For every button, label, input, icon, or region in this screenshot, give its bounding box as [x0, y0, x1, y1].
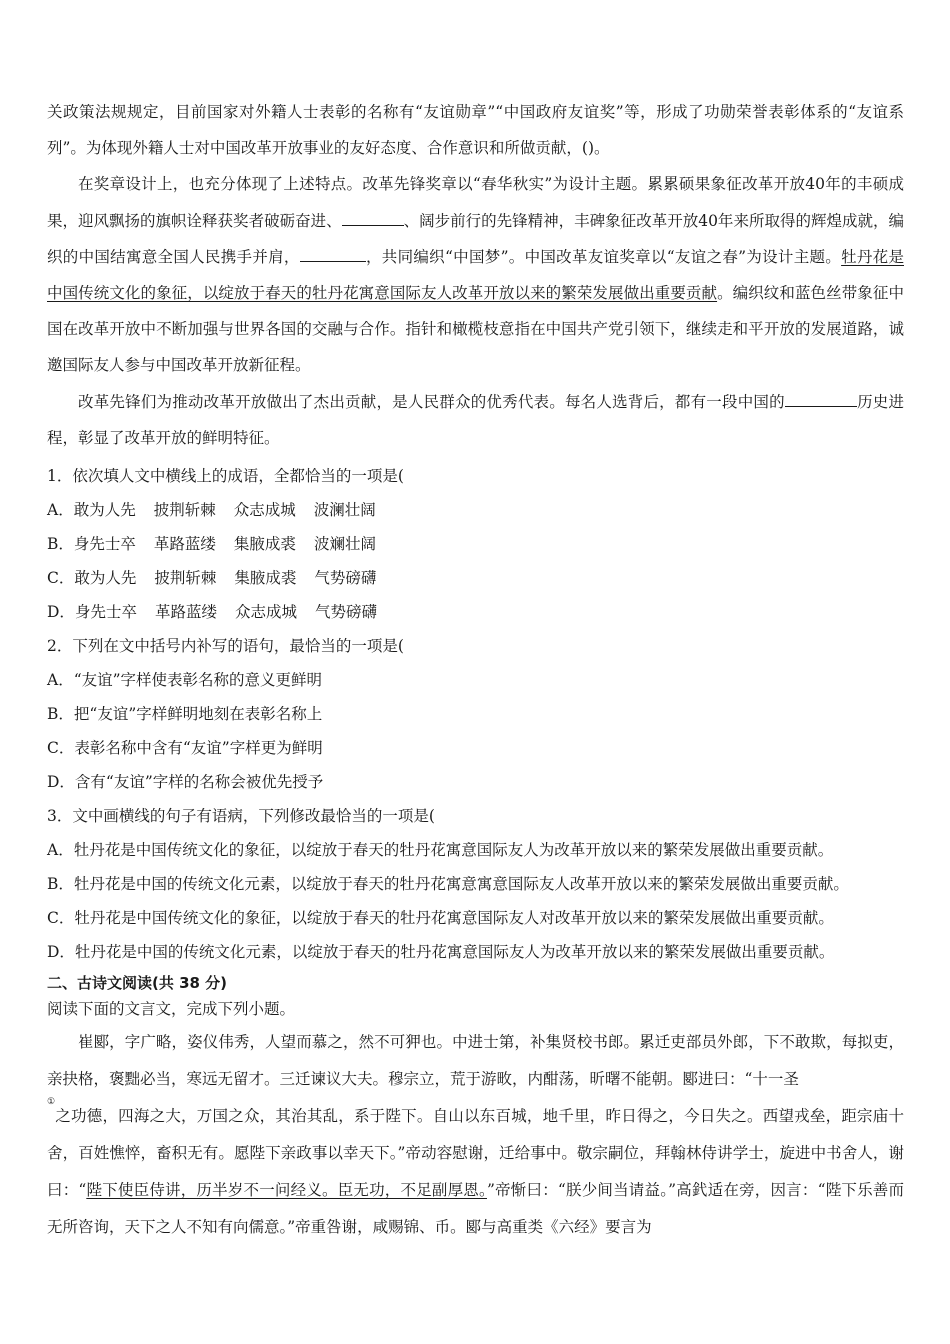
section-2-title: 二、古诗文阅读(共 38 分) [47, 974, 228, 992]
underlined-sentence: 牡丹花是中国传统文化的象征，以绽放于春天的牡丹花寓意国际友人改革开放以来的繁荣发展做出重要贡献 [47, 247, 904, 303]
option-word: 敢为人先 [73, 501, 136, 519]
passage-1 [47, 94, 904, 456]
question-1-option-d[interactable] [47, 595, 917, 629]
option-word: 波澜壮阔 [313, 501, 376, 519]
option-word: 披荆斩棘 [153, 501, 216, 519]
paragraph-2-text-a: 在奖章设计上，也充分体现了上述特点。改革先锋奖章以“春华秋实”为设计主题。累累硕果象征改革开放40年的丰硕成果，迎风飘扬的旗帜诠释获奖者破砺奋进、 [47, 175, 904, 230]
paragraph-2 [47, 166, 904, 383]
option-label: B． [47, 535, 74, 553]
option-word: 身先士卒 [74, 603, 137, 621]
paragraph-1 [47, 94, 904, 166]
fill-blank-2 [300, 243, 366, 262]
classical-paragraph [47, 1024, 904, 1246]
question-1-option-a[interactable] [47, 493, 917, 527]
option-word: 集腋成裘 [234, 569, 297, 587]
paragraph-3-text-b: 历史进程，彰显了改革开放的鲜明特征。 [47, 392, 904, 447]
question-3-stem: 3．文中画横线的句子有语病，下列修改最恰当的一项是( [47, 807, 435, 825]
paragraph-2-text-b: 、阔步前行的先锋精神，丰碑象征改革开放40年来所取得的辉煌成就，编织的中国结寓意全国人民携手并肩， [47, 211, 904, 266]
question-3-option-b[interactable]: B．牡丹花是中国的传统文化元素，以绽放于春天的牡丹花寓意寓意国际友人改革开放以来的繁荣发展做出重要贡献。 [47, 875, 849, 893]
question-3-option-c[interactable]: C．牡丹花是中国传统文化的象征，以绽放于春天的牡丹花寓意国际友人对改革开放以来的繁荣发展做出重要贡献。 [47, 909, 834, 927]
classical-text-c: ”帝惭曰：“朕少间当请益。”高釴适在旁，因言：“陛下乐善而无所咨询，天下之人不知有向儒意。”帝重咎谢，咸赐锦、币。郾与高重类《六经》要言为 [47, 1181, 904, 1236]
question-1-option-b[interactable] [47, 527, 917, 561]
question-1-stem: 1．依次填人文中横线上的成语，全都恰当的一项是( [47, 467, 404, 485]
option-word: 众志成城 [234, 603, 297, 621]
paragraph-3 [47, 384, 904, 456]
option-label: A． [47, 501, 74, 519]
question-2-option-d[interactable]: D．含有“友谊”字样的名称会被优先授予 [47, 773, 324, 791]
question-2-option-a[interactable]: A．“友谊”字样使表彰名称的意义更鲜明 [47, 671, 323, 689]
option-label: C． [47, 569, 75, 587]
footnote-mark: ① [47, 1097, 56, 1107]
option-word: 革路蓝缕 [154, 603, 217, 621]
question-2-stem: 2．下列在文中括号内补写的语句，最恰当的一项是( [47, 637, 404, 655]
classical-underlined-sentence: 陛下使臣侍讲，历半岁不一问经义。臣无功，不足副厚恩。 [86, 1181, 487, 1199]
paragraph-3-text-a: 改革先锋们为推动改革开放做出了杰出贡献，是人民群众的优秀代表。每名人选背后，都有一段中国的 [78, 392, 785, 411]
option-word: 敢为人先 [74, 569, 137, 587]
option-word: 身先士卒 [73, 535, 136, 553]
option-word: 革路蓝缕 [153, 535, 216, 553]
paragraph-2-text-d: 。编织纹和蓝色丝带象征中国在改革开放中不断加强与世界各国的交融与合作。指针和橄榄枝意指在中国共产党引领下，继续走和平开放的发展道路，诚邀国际友人参与中国改革开放新征程。 [47, 284, 904, 375]
question-3-option-a[interactable]: A．牡丹花是中国传统文化的象征，以绽放于春天的牡丹花寓意国际友人为改革开放以来的繁荣发展做出重要贡献。 [47, 841, 834, 859]
option-word: 气势磅礴 [314, 603, 377, 621]
classical-text-a: 崔郾，字广略，姿仪伟秀，人望而慕之，然不可狎也。中进士第，补集贤校书郎。累迁吏部员外郎，下不敢欺，每拟吏，亲抉格，褒黜必当，寒远无留才。三迁谏议大夫。穆宗立，荒于游畋，内酣荡，昕曙不能朝。郾进曰：“十一圣 [47, 1033, 904, 1088]
paragraph-1-text: 关政策法规规定，目前国家对外籍人士表彰的名称有“友谊勋章”“中国政府友谊奖”等，形成了功勋荣誉表彰体系的“友谊系列”。为体现外籍人士对中国改革开放事业的友好态度、合作意识和所做贡献，()。 [47, 103, 904, 158]
option-word: 波斓壮阔 [313, 535, 376, 553]
question-1-option-c[interactable] [47, 561, 917, 595]
fill-blank-1 [342, 207, 404, 226]
classical-passage [47, 1024, 904, 1246]
paragraph-2-text-c: ，共同编织“中国梦”。中国改革友谊奖章以“友谊之春”为设计主题。 [365, 247, 842, 266]
section-2-instruction: 阅读下面的文言文，完成下列小题。 [47, 1000, 296, 1018]
question-3-option-d[interactable]: D．牡丹花是中国的传统文化元素，以绽放于春天的牡丹花寓意国际友人为改革开放以来的繁荣发展做出重要贡献。 [47, 943, 835, 961]
question-2-option-c[interactable]: C．表彰名称中含有“友谊”字样更为鲜明 [47, 739, 323, 757]
questions [47, 459, 917, 969]
fill-blank-3 [785, 388, 857, 407]
question-2-option-b[interactable]: B．把“友谊”字样鲜明地刻在表彰名称上 [47, 705, 323, 723]
option-word: 集腋成裘 [233, 535, 296, 553]
classical-text-b: 之功德，四海之大，万国之众，其治其乱，系于陛下。自山以东百城，地千里，昨日得之，今日失之。西望戎垒，距宗庙十舍，百姓憔悴，畜积无有。愿陛下亲政事以幸天下。”帝动容慰谢，迁给事中。敬宗嗣位，拜翰林侍讲学士，旋进中书舍人，谢曰：“ [47, 1107, 904, 1199]
option-word: 披荆斩棘 [154, 569, 217, 587]
option-word: 众志成城 [233, 501, 296, 519]
option-label: D． [47, 603, 75, 621]
option-word: 气势磅礴 [314, 569, 377, 587]
